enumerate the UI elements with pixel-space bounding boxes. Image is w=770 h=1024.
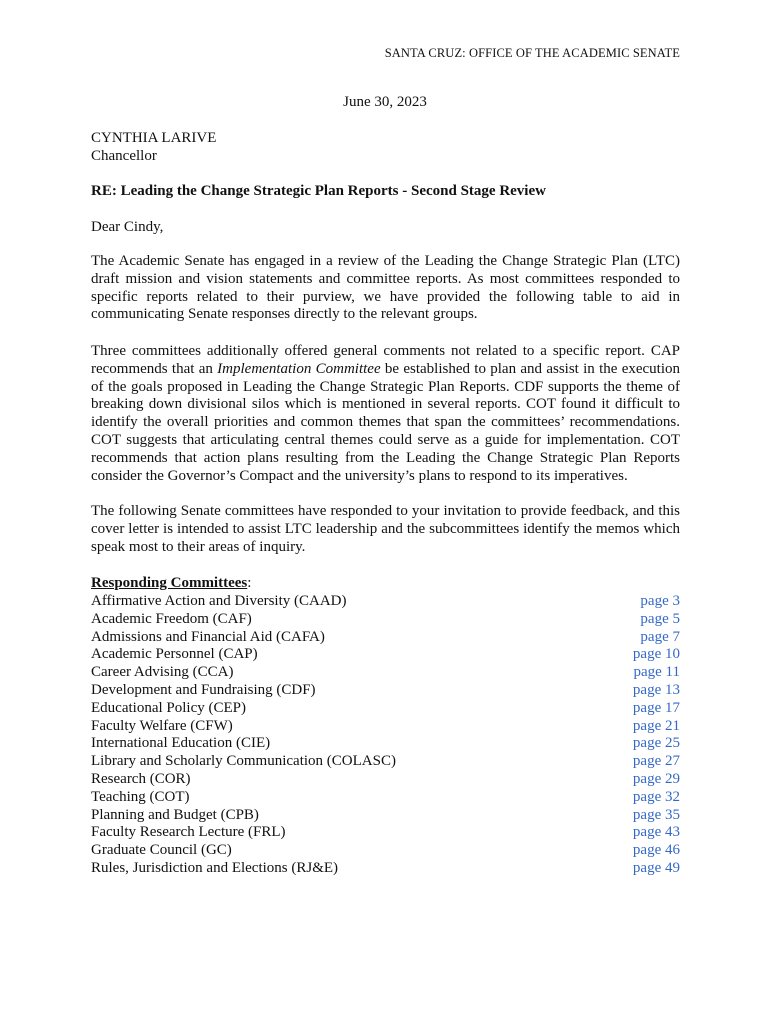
committee-name: Career Advising (CCA)	[91, 664, 234, 681]
committee-name: Rules, Jurisdiction and Elections (RJ&E)	[91, 859, 339, 876]
committee-row	[91, 842, 680, 860]
committee-row	[91, 824, 680, 842]
committee-row	[91, 753, 680, 771]
paragraph-line	[91, 361, 680, 379]
committee-name: Planning and Budget (CPB)	[91, 806, 259, 823]
committee-page-link[interactable]: page 27	[632, 753, 680, 770]
committee-row	[91, 646, 680, 664]
committee-name: Teaching (COT)	[91, 788, 190, 805]
implementation-committee-term: Implementation Committee	[217, 360, 381, 377]
committee-page-link[interactable]: page 35	[632, 806, 680, 823]
committee-row	[91, 735, 680, 753]
committee-page-link[interactable]: page 13	[632, 681, 680, 698]
committee-page-link[interactable]: page 21	[632, 717, 680, 734]
paragraph-line: communicating Senate responses directly to the relevant groups.	[91, 306, 478, 323]
paragraph-general-comments	[91, 343, 680, 485]
paragraph-line: draft mission and vision statements and committee reports. As most committees responded to	[91, 270, 680, 287]
committee-page-link[interactable]: page 3	[640, 593, 680, 609]
committee-page-link[interactable]: page 5	[640, 610, 680, 627]
committee-row	[91, 611, 680, 629]
committee-page-link[interactable]: page 29	[632, 770, 680, 787]
committee-row	[91, 718, 680, 736]
paragraph-line: The Academic Senate has engaged in a review of the Leading the Change Strategic Plan (LTC)	[91, 253, 680, 269]
subject-line: RE: Leading the Change Strategic Plan Reports - Second Stage Review	[91, 183, 546, 199]
committees-heading-text: Responding Committees	[91, 575, 248, 591]
letter-date: June 30, 2023	[343, 94, 427, 110]
committee-name: Faculty Welfare (CFW)	[91, 717, 233, 734]
committee-row	[91, 771, 680, 789]
committee-name: Admissions and Financial Aid (CAFA)	[91, 628, 325, 645]
committee-page-link[interactable]: page 49	[632, 859, 680, 876]
paragraph-line: recommends that action plans resulting from the Leading the Change Strategic Plan Reports	[91, 449, 680, 466]
addressee-block	[91, 129, 216, 165]
committee-page-link[interactable]: page 7	[640, 628, 680, 645]
addressee-title: Chancellor	[91, 148, 157, 164]
paragraph-text: be established to plan and assist in the execution	[380, 360, 681, 377]
paragraph-line: specific reports related to their purview, we have provided the following table to aid in	[91, 288, 680, 305]
committee-row	[91, 789, 680, 807]
salutation: Dear Cindy,	[91, 219, 164, 235]
committee-row	[91, 629, 680, 647]
committee-list	[91, 593, 680, 878]
committee-row	[91, 807, 680, 825]
paragraph-line: of the goals proposed in Leading the Change Strategic Plan Reports. CDF supports the theme of	[91, 378, 680, 395]
committee-row	[91, 700, 680, 718]
paragraph-intro	[91, 253, 680, 324]
committee-page-link[interactable]: page 11	[633, 664, 680, 681]
letterhead-office: SANTA CRUZ: OFFICE OF THE ACADEMIC SENATE	[384, 46, 680, 60]
committee-name: Development and Fundraising (CDF)	[91, 681, 316, 698]
committee-page-link[interactable]: page 43	[632, 824, 680, 841]
committee-name: International Education (CIE)	[91, 735, 271, 752]
committee-row	[91, 860, 680, 878]
paragraph-responding-intro	[91, 503, 680, 556]
paragraph-line: speak most to their areas of inquiry.	[91, 538, 306, 555]
paragraph-line: cover letter is intended to assist LTC leadership and the subcommittees identify the memos which	[91, 520, 680, 537]
committees-heading	[91, 575, 251, 592]
paragraph-text: recommends that an	[91, 360, 218, 377]
committee-name: Educational Policy (CEP)	[91, 699, 246, 716]
committee-name: Affirmative Action and Diversity (CAAD)	[91, 593, 347, 609]
committee-name: Academic Freedom (CAF)	[91, 610, 252, 627]
paragraph-line: COT suggests that articulating central themes could serve as a guide for implementation. COT	[91, 431, 680, 448]
committee-name: Library and Scholarly Communication (COLASC)	[91, 753, 396, 770]
committee-row	[91, 682, 680, 700]
committee-page-link[interactable]: page 10	[632, 646, 680, 663]
committee-name: Faculty Research Lecture (FRL)	[91, 824, 286, 841]
paragraph-line: breaking down divisional silos which is mentioned in several reports. COT found it difficult to	[91, 396, 680, 413]
committees-heading-colon: :	[247, 575, 252, 591]
committee-page-link[interactable]: page 17	[632, 699, 680, 716]
committee-page-link[interactable]: page 32	[632, 788, 680, 805]
paragraph-line: Three committees additionally offered general comments not related to a specific report. CAP	[91, 343, 680, 359]
committee-row	[91, 593, 680, 611]
committee-name: Graduate Council (GC)	[91, 842, 232, 859]
addressee-name: CYNTHIA LARIVE	[91, 130, 217, 146]
committee-page-link[interactable]: page 46	[632, 842, 680, 859]
paragraph-line: identify the overall priorities and common themes that span the committees’ recommendations.	[91, 414, 680, 431]
committee-row	[91, 664, 680, 682]
paragraph-line: consider the Governor’s Compact and the university’s plans to respond to its imperatives.	[91, 467, 628, 484]
committee-name: Academic Personnel (CAP)	[91, 646, 258, 663]
paragraph-line: The following Senate committees have responded to your invitation to provide feedback, and this	[91, 503, 680, 519]
committee-page-link[interactable]: page 25	[632, 735, 680, 752]
committee-name: Research (COR)	[91, 770, 191, 787]
